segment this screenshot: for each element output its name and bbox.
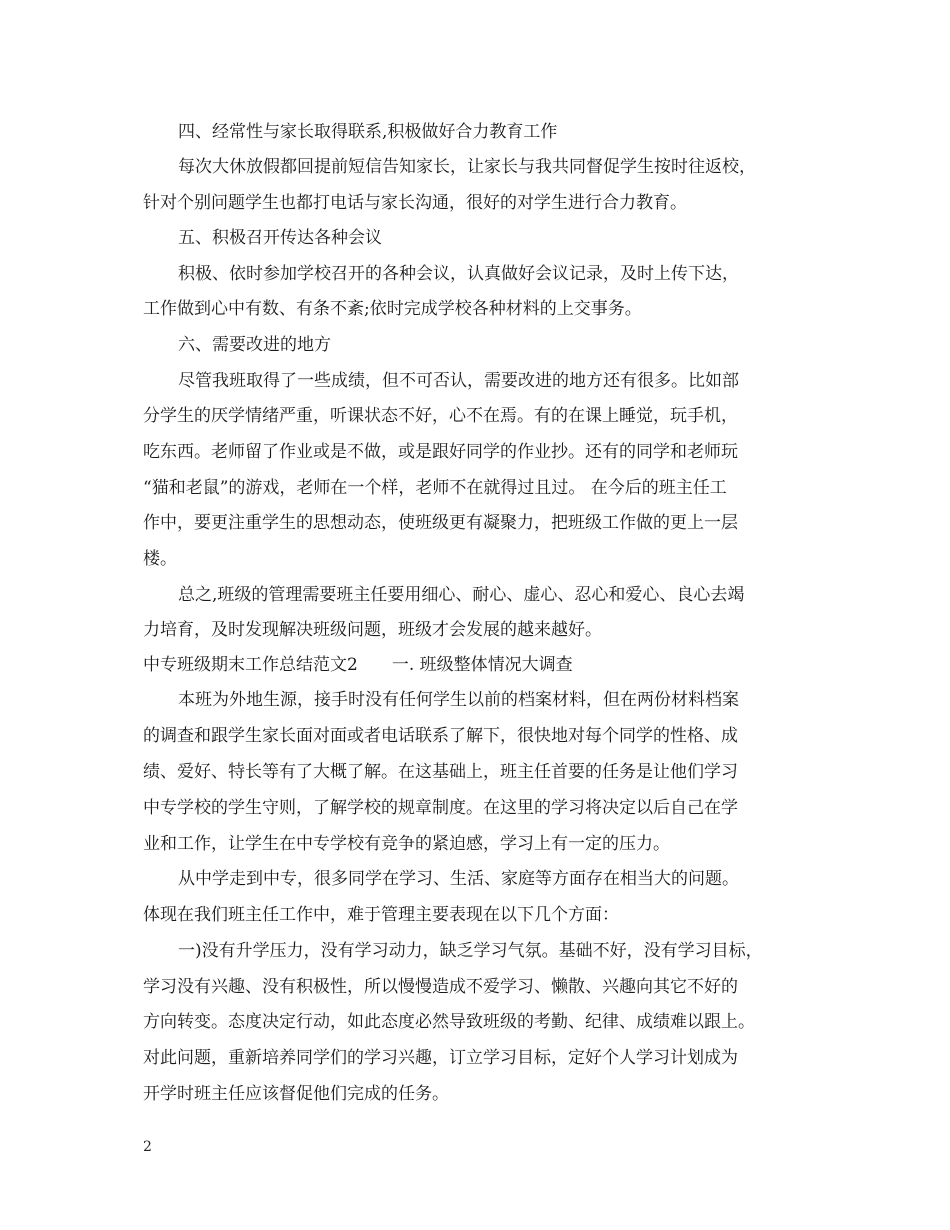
heading-section-4: 四、经常性与家长取得联系,积极做好合力教育工作 (178, 122, 558, 142)
heading-section-6: 六、需要改进的地方 (178, 335, 331, 355)
heading-section-5: 五、积极召开传达各种会议 (178, 228, 382, 248)
paragraph-line: 绩、爱好、特长等有了大概了解。在这基础上，班主任首要的任务是让他们学习 (143, 762, 738, 782)
paragraph-line: 一)没有升学压力，没有学习动力，缺乏学习气氛。基础不好，没有学习目标， (178, 941, 763, 961)
paragraph-line: 吃东西。老师留了作业或是不做，或是跟好同学的作业抄。还有的同学和老师玩 (143, 442, 738, 462)
paragraph-line: 体现在我们班主任工作中，难于管理主要表现在以下几个方面： (143, 905, 619, 925)
paragraph-line: “猫和老鼠”的游戏，老师在一个样，老师不在就得过且过。 在今后的班主任工 (143, 478, 727, 498)
paragraph-line: 的调查和跟学生家长面对面或者电话联系了解下，很快地对每个同学的性格、成 (143, 726, 738, 746)
paragraph-line: 力培育，及时发现解决班级问题，班级才会发展的越来越好。 (143, 620, 602, 640)
paragraph-line: 总之,班级的管理需要班主任要用细心、耐心、虚心、忍心和爱心、良心去竭 (178, 585, 745, 605)
page-number: 2 (143, 1139, 152, 1155)
paragraph-line: 作中，要更注重学生的思想动态，使班级更有凝聚力，把班级工作做的更上一层 (143, 513, 738, 533)
paragraph-line: 中专学校的学生守则，了解学校的规章制度。在这里的学习将决定以后自己在学 (143, 798, 738, 818)
paragraph-line: 楼。 (143, 549, 177, 569)
paragraph-line: 分学生的厌学情绪严重，听课状态不好，心不在焉。有的在课上睡觉，玩手机， (143, 406, 738, 426)
paragraph-line: 开学时班主任应该督促他们完成的任务。 (143, 1084, 449, 1104)
paragraph-line: 本班为外地生源，接手时没有任何学生以前的档案材料，但在两份材料档案 (178, 690, 739, 710)
paragraph-line: 针对个别问题学生也都打电话与家长沟通，很好的对学生进行合力教育。 (143, 193, 687, 213)
paragraph-line: 每次大休放假都回提前短信告知家长，让家长与我共同督促学生按时往返校， (178, 157, 756, 177)
article-title: 中专班级期末工作总结范文2 一. 班级整体情况大调查 (143, 655, 573, 675)
paragraph-line: 对此问题，重新培养同学们的学习兴趣，订立学习目标，定好个人学习计划成为 (143, 1048, 738, 1068)
paragraph-line: 工作做到心中有数、有条不紊;依时完成学校各种材料的上交事务。 (143, 299, 642, 319)
paragraph-line: 从中学走到中专，很多同学在学习、生活、家庭等方面存在相当大的问题。 (178, 869, 739, 889)
paragraph-line: 方向转变。态度决定行动，如此态度必然导致班级的考勤、纪律、成绩难以跟上。 (143, 1012, 755, 1032)
paragraph-line: 业和工作，让学生在中专学校有竞争的紧迫感，学习上有一定的压力。 (143, 834, 670, 854)
paragraph-line: 尽管我班取得了一些成绩，但不可否认，需要改进的地方还有很多。比如部 (178, 371, 739, 391)
paragraph-line: 学习没有兴趣、没有积极性，所以慢慢造成不爱学习、懒散、兴趣向其它不好的 (143, 977, 738, 997)
paragraph-line: 积极、依时参加学校召开的各种会议，认真做好会议记录，及时上传下达， (178, 264, 739, 284)
